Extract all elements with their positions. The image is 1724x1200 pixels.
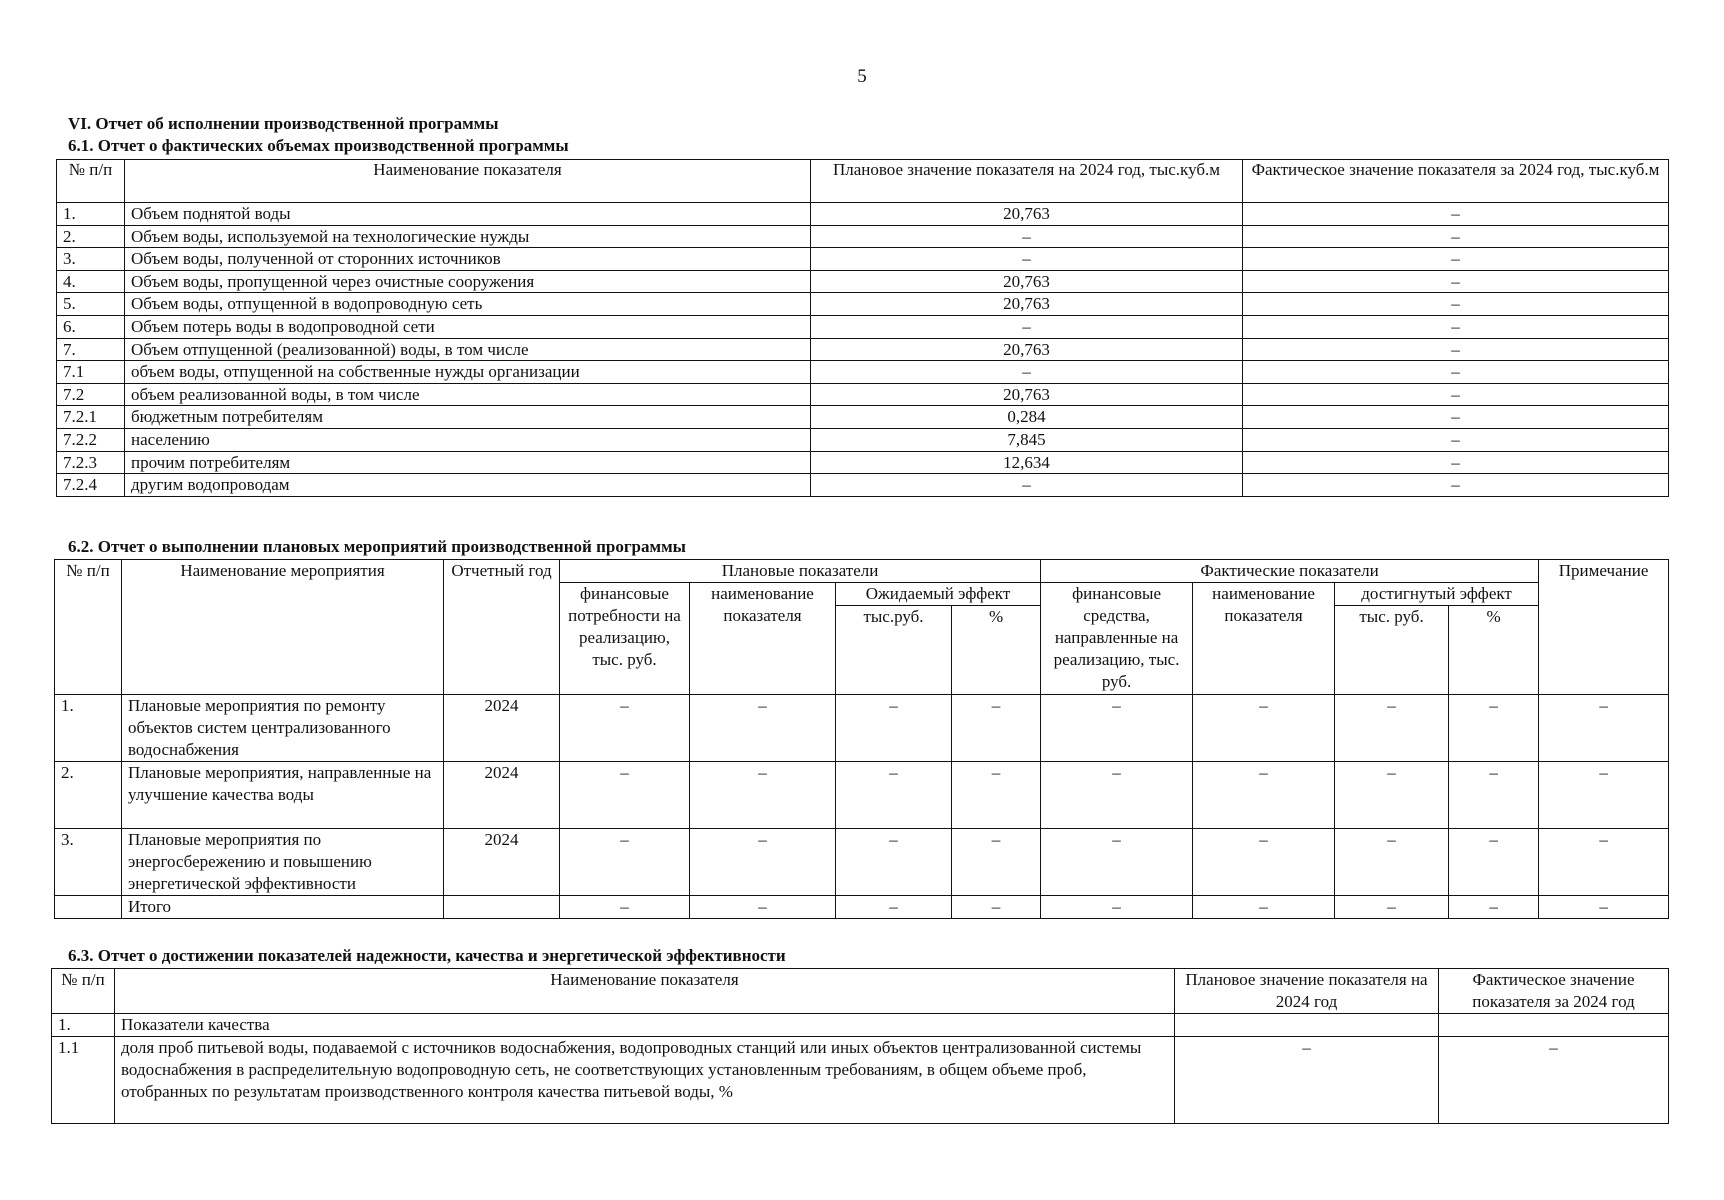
s62-cell-dash: – <box>1539 762 1669 829</box>
s62-cell-dash: – <box>952 762 1041 829</box>
s62-table <box>54 559 1669 919</box>
s62-cell-dash: – <box>1041 695 1193 762</box>
table-row <box>57 270 1669 293</box>
table-row <box>57 383 1669 406</box>
s61-cell-name: Объем воды, пропущенной через очистные сооружения <box>125 270 811 293</box>
s61-cell-plan: – <box>811 361 1243 384</box>
s61-header-num: № п/п <box>57 160 125 203</box>
s62-cell-dash: – <box>1335 762 1449 829</box>
s62-cell-dash: – <box>1449 896 1539 919</box>
s62-cell-dash: – <box>690 695 836 762</box>
s63-header-fact: Фактическое значение показателя за 2024 год <box>1439 969 1669 1014</box>
s62-header-fact-pct: % <box>1449 606 1539 695</box>
s61-cell-num: 7. <box>57 338 125 361</box>
s62-cell-dash: – <box>560 695 690 762</box>
table-row-total <box>55 896 1669 919</box>
s62-header-plan-rub: тыс.руб. <box>836 606 952 695</box>
s61-cell-fact: – <box>1243 428 1669 451</box>
s62-cell-dash: – <box>836 896 952 919</box>
s61-cell-plan: – <box>811 474 1243 497</box>
s62-cell-dash: – <box>560 896 690 919</box>
table-row <box>55 829 1669 896</box>
s61-cell-num: 7.2.1 <box>57 406 125 429</box>
table-row <box>57 293 1669 316</box>
s62-cell-dash: – <box>1041 762 1193 829</box>
table-row <box>57 203 1669 226</box>
s61-cell-name: Объем воды, используемой на технологические нужды <box>125 225 811 248</box>
s61-cell-num: 7.2.4 <box>57 474 125 497</box>
s61-cell-plan: 20,763 <box>811 383 1243 406</box>
s62-cell-name: Плановые мероприятия по ремонту объектов систем централизованного водоснабжения <box>122 695 444 762</box>
s61-cell-fact: – <box>1243 225 1669 248</box>
s61-cell-name: Объем воды, полученной от сторонних источников <box>125 248 811 271</box>
table-row <box>52 1037 1669 1124</box>
s62-cell-dash: – <box>952 829 1041 896</box>
s63-header-name: Наименование показателя <box>115 969 1175 1014</box>
table-row <box>57 451 1669 474</box>
s62-title: 6.2. Отчет о выполнении плановых мероприятий производственной программы <box>68 537 686 556</box>
table-row <box>57 428 1669 451</box>
s62-cell-dash: – <box>560 762 690 829</box>
s62-cell-num: 2. <box>55 762 122 829</box>
s61-cell-num: 7.2 <box>57 383 125 406</box>
s61-cell-num: 4. <box>57 270 125 293</box>
s62-cell-dash: – <box>1335 829 1449 896</box>
s61-cell-fact: – <box>1243 270 1669 293</box>
s63-cell-plan: – <box>1175 1037 1439 1124</box>
s62-header-plan-effect: Ожидаемый эффект <box>836 583 1041 606</box>
s61-cell-name: прочим потребителям <box>125 451 811 474</box>
s62-header-year: Отчетный год <box>444 560 560 695</box>
s61-cell-name: Объем потерь воды в водопроводной сети <box>125 315 811 338</box>
s62-cell-dash: – <box>1539 695 1669 762</box>
table-row <box>57 338 1669 361</box>
s62-cell-year: 2024 <box>444 829 560 896</box>
s61-cell-fact: – <box>1243 361 1669 384</box>
s62-header-plan-group: Плановые показатели <box>560 560 1041 583</box>
s63-cell-name: доля проб питьевой воды, подаваемой с источников водоснабжения, водопроводных станций или иных объектов централизованной системы водоснабжения в распределительную водопроводную сеть, не соответствующих установленным требованиям, в общем объеме проб, отобранных по результатам производственного контроля качества питьевой воды, % <box>115 1037 1175 1124</box>
s61-cell-fact: – <box>1243 406 1669 429</box>
s62-cell-name: Плановые мероприятия по энергосбережению и повышению энергетической эффективности <box>122 829 444 896</box>
s61-cell-name: населению <box>125 428 811 451</box>
s61-cell-fact: – <box>1243 315 1669 338</box>
s63-cell-fact: – <box>1439 1037 1669 1124</box>
s61-cell-num: 7.2.3 <box>57 451 125 474</box>
table-row <box>57 225 1669 248</box>
s61-cell-fact: – <box>1243 248 1669 271</box>
s61-cell-plan: – <box>811 225 1243 248</box>
s62-cell-dash: – <box>690 896 836 919</box>
s62-cell-dash: – <box>952 695 1041 762</box>
s62-cell-dash: – <box>560 829 690 896</box>
s62-header-plan-pct: % <box>952 606 1041 695</box>
s62-cell-dash: – <box>690 829 836 896</box>
page-number: 5 <box>857 66 867 87</box>
s62-cell-dash: – <box>836 695 952 762</box>
s61-body <box>57 203 1669 497</box>
s61-cell-num: 7.2.2 <box>57 428 125 451</box>
s61-cell-plan: – <box>811 315 1243 338</box>
s62-header-fact-effect: достигнутый эффект <box>1335 583 1539 606</box>
s62-header-num: № п/п <box>55 560 122 695</box>
s62-cell-dash: – <box>836 762 952 829</box>
s62-cell-name: Плановые мероприятия, направленные на улучшение качества воды <box>122 762 444 829</box>
table-row <box>57 406 1669 429</box>
s61-cell-name: Объем отпущенной (реализованной) воды, в том числе <box>125 338 811 361</box>
s63-table <box>51 968 1669 1124</box>
s61-cell-num: 1. <box>57 203 125 226</box>
s62-cell-dash: – <box>1041 896 1193 919</box>
s62-header-fact-group: Фактические показатели <box>1041 560 1539 583</box>
s63-cell-num: 1.1 <box>52 1037 115 1124</box>
s62-cell-year: 2024 <box>444 762 560 829</box>
s62-cell-dash: – <box>1449 829 1539 896</box>
s62-header-plan-ind: наименование показателя <box>690 583 836 695</box>
s63-cell-plan <box>1175 1014 1439 1037</box>
s63-cell-name: Показатели качества <box>115 1014 1175 1037</box>
s62-total-label: Итого <box>122 896 444 919</box>
s62-cell-num: 1. <box>55 695 122 762</box>
s61-cell-plan: – <box>811 248 1243 271</box>
table-row <box>55 695 1669 762</box>
s63-header-plan: Плановое значение показателя на 2024 год <box>1175 969 1439 1014</box>
s61-cell-fact: – <box>1243 383 1669 406</box>
s61-cell-num: 2. <box>57 225 125 248</box>
s62-header-fact-fin: финансовые средства, направленные на реализацию, тыс. руб. <box>1041 583 1193 695</box>
s61-cell-plan: 20,763 <box>811 338 1243 361</box>
table-row <box>57 361 1669 384</box>
s62-cell-empty <box>444 896 560 919</box>
s62-header-fact-ind: наименование показателя <box>1193 583 1335 695</box>
s61-cell-plan: 7,845 <box>811 428 1243 451</box>
s62-header-note: Примечание <box>1539 560 1669 695</box>
s63-header-num: № п/п <box>52 969 115 1014</box>
s61-cell-name: Объем воды, отпущенной в водопроводную сеть <box>125 293 811 316</box>
s61-cell-name: другим водопроводам <box>125 474 811 497</box>
table-row <box>57 248 1669 271</box>
table-row <box>52 1014 1669 1037</box>
s61-cell-name: бюджетным потребителям <box>125 406 811 429</box>
s61-cell-fact: – <box>1243 474 1669 497</box>
s62-header-name: Наименование мероприятия <box>122 560 444 695</box>
s62-cell-dash: – <box>952 896 1041 919</box>
s61-table <box>56 159 1669 497</box>
table-row <box>57 474 1669 497</box>
s61-cell-name: объем реализованной воды, в том числе <box>125 383 811 406</box>
s62-header-fact-rub: тыс. руб. <box>1335 606 1449 695</box>
s62-cell-dash: – <box>1335 695 1449 762</box>
s61-cell-plan: 12,634 <box>811 451 1243 474</box>
s61-cell-num: 6. <box>57 315 125 338</box>
s61-cell-name: Объем поднятой воды <box>125 203 811 226</box>
s61-header-fact: Фактическое значение показателя за 2024 год, тыс.куб.м <box>1243 160 1669 203</box>
s61-cell-fact: – <box>1243 293 1669 316</box>
s61-cell-plan: 0,284 <box>811 406 1243 429</box>
s61-cell-num: 3. <box>57 248 125 271</box>
s62-cell-dash: – <box>1193 829 1335 896</box>
s62-cell-dash: – <box>1193 762 1335 829</box>
s61-cell-plan: 20,763 <box>811 203 1243 226</box>
s62-cell-num: 3. <box>55 829 122 896</box>
s61-cell-fact: – <box>1243 203 1669 226</box>
s61-cell-fact: – <box>1243 451 1669 474</box>
s62-body <box>55 695 1669 919</box>
s62-cell-dash: – <box>1449 695 1539 762</box>
s62-cell-dash: – <box>1539 896 1669 919</box>
s61-cell-plan: 20,763 <box>811 270 1243 293</box>
s62-cell-dash: – <box>836 829 952 896</box>
s61-cell-plan: 20,763 <box>811 293 1243 316</box>
s62-cell-dash: – <box>1041 829 1193 896</box>
s61-header-plan: Плановое значение показателя на 2024 год, тыс.куб.м <box>811 160 1243 203</box>
s62-cell-dash: – <box>690 762 836 829</box>
s61-header-name: Наименование показателя <box>125 160 811 203</box>
s61-cell-name: объем воды, отпущенной на собственные нужды организации <box>125 361 811 384</box>
s62-cell-year: 2024 <box>444 695 560 762</box>
s63-cell-fact <box>1439 1014 1669 1037</box>
s62-cell-empty <box>55 896 122 919</box>
s61-title: 6.1. Отчет о фактических объемах производственной программы <box>68 136 569 155</box>
table-row <box>57 315 1669 338</box>
s61-cell-num: 7.1 <box>57 361 125 384</box>
s63-body <box>52 1014 1669 1124</box>
s62-header-plan-fin: финансовые потребности на реализацию, тыс. руб. <box>560 583 690 695</box>
s62-cell-dash: – <box>1539 829 1669 896</box>
s61-cell-num: 5. <box>57 293 125 316</box>
s62-cell-dash: – <box>1449 762 1539 829</box>
section-title: VI. Отчет об исполнении производственной программы <box>68 114 499 133</box>
s63-title: 6.3. Отчет о достижении показателей надежности, качества и энергетической эффективности <box>68 946 786 965</box>
table-row <box>55 762 1669 829</box>
s62-cell-dash: – <box>1335 896 1449 919</box>
s61-cell-fact: – <box>1243 338 1669 361</box>
s62-cell-dash: – <box>1193 695 1335 762</box>
s62-cell-dash: – <box>1193 896 1335 919</box>
s63-cell-num: 1. <box>52 1014 115 1037</box>
